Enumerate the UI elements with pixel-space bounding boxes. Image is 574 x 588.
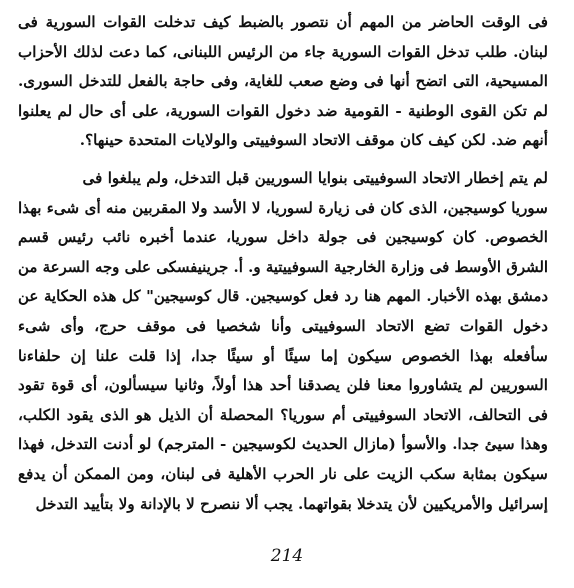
text-line: سأفعله بهذا الخصوص سيكون إما سيئًا أو سيئًا جدا، إذا قلت علنا إن حلفاءنا bbox=[18, 346, 548, 365]
text-line: الخصوص. كان كوسيجين فى جولة داخل سوريا، عندما أخبره نائب رئيس قسم bbox=[18, 228, 548, 247]
text-line: الشرق الأوسط فى وزارة الخارجية السوفييتية و. أ. جرينيفسكى على وجه السرعة من bbox=[18, 257, 548, 276]
text-line: أنهم ضد. لكن كيف كان موقف الاتحاد السوفييتى والولايات المتحدة حينها؟. bbox=[79, 131, 548, 150]
text-line: دمشق بهذه الأخبار. المهم هنا رد فعل كوسيجين. قال كوسيجين" كل هذه الحكاية عن bbox=[18, 287, 548, 306]
text-line: فى التحالف، الاتحاد السوفييتى أم سوريا؟ المحصلة أن الذيل هو الذى يقود الكلب، bbox=[18, 405, 548, 424]
text-line: السوريين لم يتشاوروا معنا فلن يصدقنا أحد هذا أولاً، وثانيا سيسألون، أى قوة تقود bbox=[18, 376, 548, 395]
text-line: دخول القوات تضع الاتحاد السوفييتى وأنا شخصيا فى موقف حرج، وأى شىء bbox=[18, 316, 548, 335]
text-line: لم يتم إخطار الاتحاد السوفييتى بنوايا السوريين قبل التدخل، ولم يبلغوا فى bbox=[82, 169, 548, 187]
text-line: سيكون بمثابة سكب الزيت على نار الحرب الأهلية فى لبنان، ومن الممكن أن يدفع bbox=[18, 464, 548, 483]
text-line: إسرائيل والأمريكيين لأن يتدخلا بقواتهما. يجب ألا ننصرح لا بالإدانة ولا بتأييد التدخل bbox=[35, 494, 548, 513]
page-number: 214 bbox=[270, 546, 304, 566]
paragraph-2 bbox=[18, 164, 548, 519]
text-line: المسيحية، التى اتضح أنها فى وضع صعب للغاية، وفى حاجة بالفعل للتدخل السورى. bbox=[18, 72, 548, 91]
text-line: وهذا سيئ جدا. والأسوأ (مازال الحديث لكوسيجين - المترجم) لو أدنت التدخل، فهذا bbox=[18, 435, 548, 454]
text-line: لم تكن القوى الوطنية - القومية ضد دخول القوات السورية، على أى حال لم يعلنوا bbox=[18, 101, 548, 120]
paragraph-1 bbox=[18, 8, 548, 156]
text-line: فى الوقت الحاضر من المهم أن نتصور بالضبط كيف تدخلت القوات السورية فى bbox=[18, 13, 548, 31]
text-line: لبنان. طلب تدخل القوات السورية جاء من الرئيس اللبنانى، كما دعت لذلك الأحزاب bbox=[18, 42, 548, 61]
text-line: سوريا كوسيجين، الذى كان فى زيارة لسوريا، لا الأسد ولا المقربين منه أى شىء بهذا bbox=[18, 198, 548, 217]
